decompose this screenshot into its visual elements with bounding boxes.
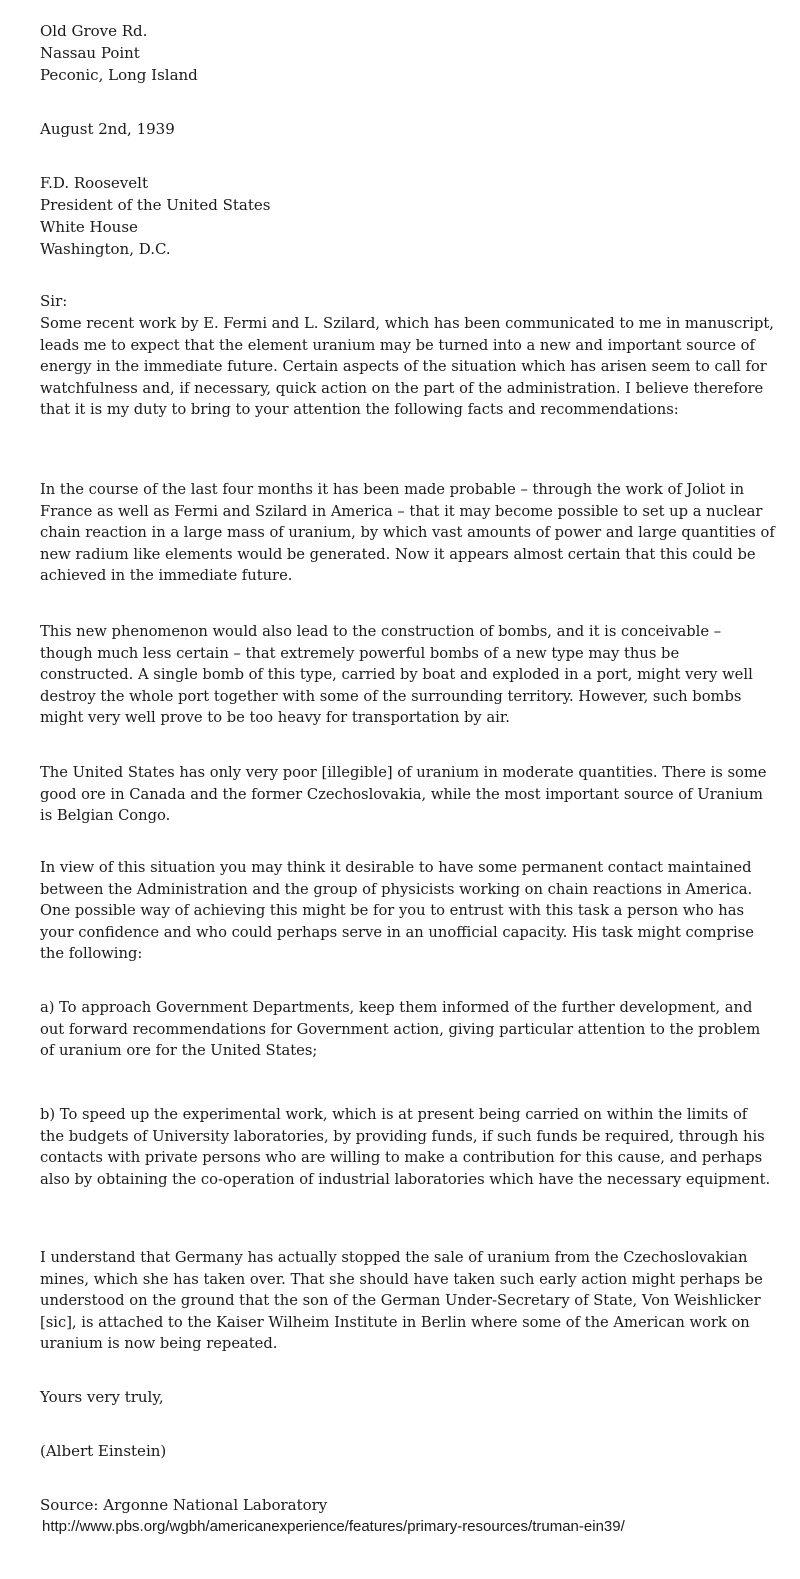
paragraph-7 (40, 1104, 775, 1190)
recipient-line: White House (40, 218, 138, 236)
signature (40, 1440, 775, 1462)
sender-address (40, 20, 775, 86)
recipient-line: F.D. Roosevelt (40, 174, 148, 192)
recipient-line: Washington, D.C. (40, 240, 171, 258)
body-paragraph: Some recent work by E. Fermi and L. Szilard, which has been communicated to me in manuscript, leads me to expect that the element uranium may be turned into a new and important source of energy in the immediate future. Certain aspects of the situation which has arisen seem to call for watchfulness and, if necessary, quick action on the part of the administration. I believe therefore that it is my duty to bring to your attention the following facts and recommendations: (40, 315, 774, 419)
body-paragraph: I understand that Germany has actually stopped the sale of uranium from the Czechoslovakian mines, which she has taken over. That she should have taken such early action might perhaps be understood on the ground that the son of the German Under-Secretary of State, Von Weishlicker [sic], is attached to the Kaiser Wilheim Institute in Berlin where some of the American work on uranium is now being repeated. (40, 1249, 763, 1353)
salutation (40, 290, 775, 312)
source-url-link[interactable]: http://www.pbs.org/wgbh/americanexperience/features/primary-resources/truman-ein39/ (42, 1518, 625, 1535)
body-paragraph: In view of this situation you may think it desirable to have some permanent contact maintained between the Administration and the group of physicists working on chain reactions in America. One possible way of achieving this might be for you to entrust with this task a person who has your confidence and who could perhaps serve in an unofficial capacity. His task might comprise the following: (40, 859, 754, 963)
salutation-text: Sir: (40, 292, 68, 310)
paragraph-1 (40, 313, 775, 421)
closing-text: Yours very truly, (40, 1388, 164, 1406)
paragraph-3 (40, 621, 775, 729)
paragraph-4 (40, 762, 775, 827)
body-paragraph: This new phenomenon would also lead to the construction of bombs, and it is conceivable – though much less certain – that extremely powerful bombs of a new type may thus be constructed. A single bomb of this type, carried by boat and exploded in a port, might very well destroy the whole port together with some of the surrounding territory. However, such bombs might very well prove to be too heavy for transportation by air. (40, 623, 753, 727)
source-credit (40, 1494, 775, 1538)
paragraph-5 (40, 857, 775, 965)
paragraph-2 (40, 479, 775, 587)
signature-text: (Albert Einstein) (40, 1442, 167, 1460)
date-text: August 2nd, 1939 (40, 120, 175, 138)
paragraph-8 (40, 1247, 775, 1355)
sender-address-line: Old Grove Rd. (40, 22, 148, 40)
recipient-line: President of the United States (40, 196, 271, 214)
paragraph-6 (40, 997, 775, 1062)
sender-address-line: Peconic, Long Island (40, 66, 198, 84)
body-paragraph: The United States has only very poor [illegible] of uranium in moderate quantities. There is some good ore in Canada and the former Czechoslovakia, while the most important source of Uranium is Belgian Congo. (40, 764, 767, 825)
body-paragraph: b) To speed up the experimental work, which is at present being carried on within the limits of the budgets of University laboratories, by providing funds, if such funds be required, through his contacts with private persons who are willing to make a contribution for this cause, and perhaps also by obtaining the co-operation of industrial laboratories which have the necessary equipment. (40, 1106, 771, 1188)
closing (40, 1386, 775, 1408)
body-paragraph: In the course of the last four months it has been made probable – through the work of Joliot in France as well as Fermi and Szilard in America – that it may become possible to set up a nuclear chain reaction in a large mass of uranium, by which vast amounts of power and large quantities of new radium like elements would be generated. Now it appears almost certain that this could be achieved in the immediate future. (40, 481, 775, 585)
recipient-address (40, 172, 775, 260)
sender-address-line: Nassau Point (40, 44, 140, 62)
body-paragraph: a) To approach Government Departments, keep them informed of the further development, and out forward recommendations for Government action, giving particular attention to the problem of uranium ore for the United States; (40, 999, 761, 1060)
letter-date (40, 118, 775, 140)
source-text: Source: Argonne National Laboratory (40, 1496, 328, 1514)
